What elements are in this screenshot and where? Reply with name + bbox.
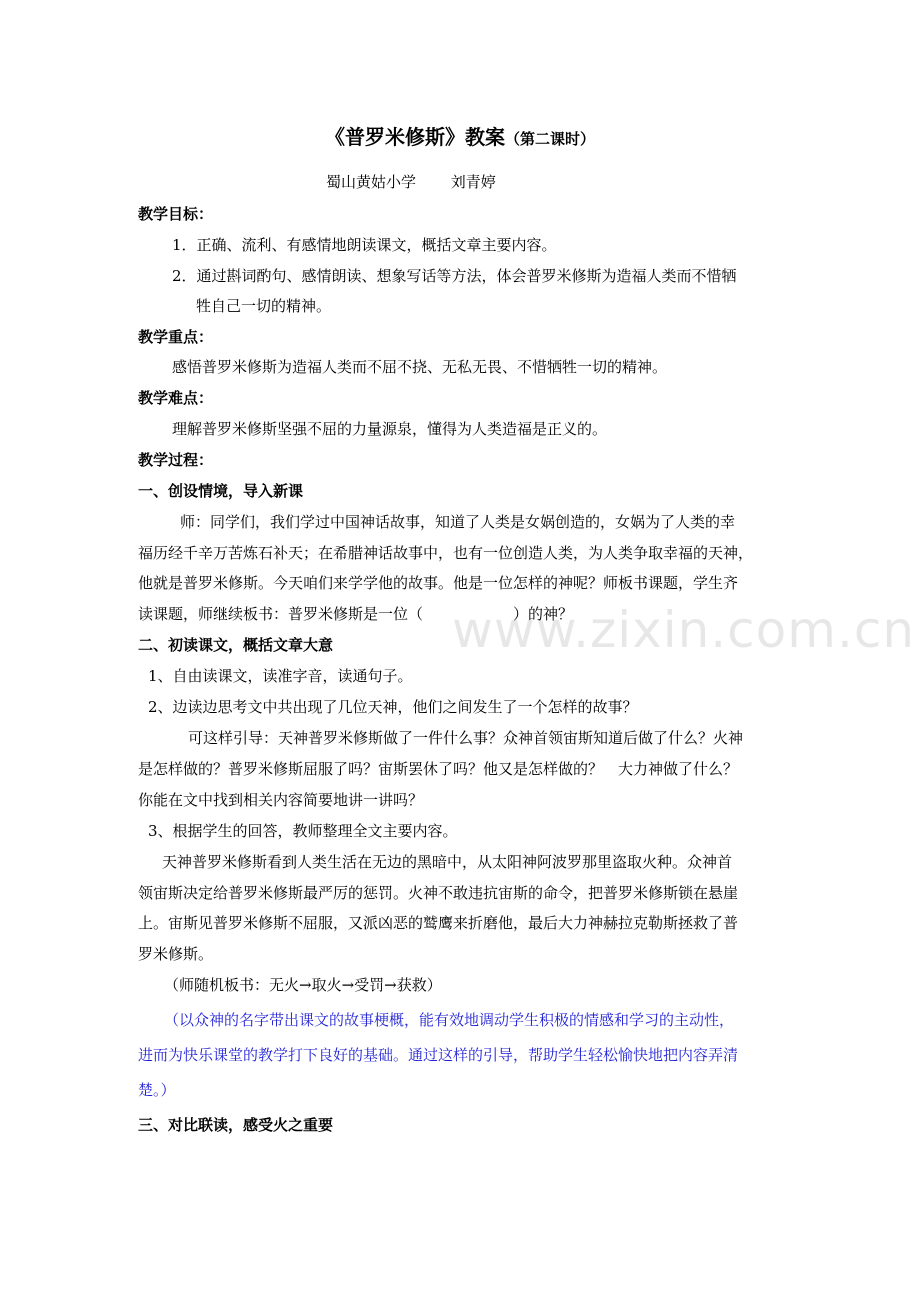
title-sub: （第二课时） — [504, 130, 595, 148]
section-2-step-2: 2、边读边思考文中共出现了几位天神，他们之间发生了一个怎样的故事？ — [148, 698, 638, 716]
objective-item-2-line-2: 牲自己一切的精神。 — [196, 297, 332, 315]
objective-item-1: 1．正确、流利、有感情地朗读课文，概括文章主要内容。 — [172, 236, 557, 254]
teaching-note-line: （以众神的名字带出课文的故事梗概，能有效地调动学生积极的情感和学习的主动性， — [164, 1011, 735, 1029]
section-2-guide-line: 你能在文中找到相关内容简要地讲一讲吗？ — [138, 791, 424, 809]
difficulties-heading: 教学难点： — [138, 389, 214, 407]
teaching-note-line: 进而为快乐课堂的教学打下良好的基础。通过这样的引导，帮助学生轻松愉快地把内容弄清 — [138, 1046, 739, 1064]
key-points-heading: 教学重点： — [138, 328, 214, 346]
section-2-guide-line: 可这样引导：天神普罗米修斯做了一件什么事？众神首领宙斯知道后做了什么？火神 — [188, 729, 744, 747]
difficulties-text: 理解普罗米修斯坚强不屈的力量源泉，懂得为人类造福是正义的。 — [172, 420, 608, 438]
teaching-note-line: 楚。） — [138, 1081, 176, 1099]
section-1-line: 师：同学们，我们学过中国神话故事，知道了人类是女娲创造的，女娲为了人类的幸 — [180, 513, 736, 531]
section-2-summary-line: 上。宙斯见普罗米修斯不屈服，又派凶恶的鹫鹰来折磨他，最后大力神赫拉克勒斯拯救了普 — [138, 914, 739, 932]
title-main: 《普罗米修斯》教案 — [324, 125, 505, 149]
section-2-step-3: 3、根据学生的回答，教师整理全文主要内容。 — [148, 822, 458, 840]
section-3-heading: 三、对比联读，感受火之重要 — [138, 1116, 334, 1134]
section-1-line: 读课题，师继续板书：普罗米修斯是一位（ ）的神？ — [138, 605, 574, 623]
watermark: www.zixin.com.cn — [452, 601, 916, 659]
key-points-text: 感悟普罗米修斯为造福人类而不屈不挠、无私无畏、不惜牺牲一切的精神。 — [172, 358, 668, 376]
section-1-heading: 一、创设情境，导入新课 — [138, 482, 304, 500]
process-heading: 教学过程： — [138, 451, 214, 469]
section-1-line: 福历经千辛万苦炼石补天；在希腊神话故事中，也有一位创造人类，为人类争取幸福的天神， — [138, 544, 754, 562]
objectives-heading: 教学目标： — [138, 205, 214, 223]
board-writing: （师随机板书：无火→取火→受罚→获救） — [164, 976, 442, 994]
section-1-line: 他就是普罗米修斯。今天咱们来学学他的故事。他是一位怎样的神呢？师板书课题，学生齐 — [138, 574, 739, 592]
section-2-summary-line: 领宙斯决定给普罗米修斯最严厉的惩罚。火神不敢违抗宙斯的命令，把普罗米修斯锁在悬崖 — [138, 884, 739, 902]
section-2-summary-line: 罗米修斯。 — [138, 945, 214, 963]
objective-item-2-line-1: 2．通过斟词酌句、感情朗读、想象写话等方法，体会普罗米修斯为造福人类而不惜牺 — [172, 267, 737, 285]
page-title — [0, 124, 920, 152]
section-2-heading: 二、初读课文，概括文章大意 — [138, 636, 334, 654]
section-2-guide-line: 是怎样做的？普罗米修斯屈服了吗？宙斯罢休了吗？他又是怎样做的？ 大力神做了什么？ — [138, 760, 739, 778]
section-2-step-1: 1、自由读课文，读准字音，读通句子。 — [148, 667, 413, 685]
section-2-summary-line: 天神普罗米修斯看到人类生活在无边的黑暗中，从太阳神阿波罗那里盗取火种。众神首 — [162, 853, 733, 871]
author-line: 蜀山黄姑小学 刘青婷 — [326, 173, 496, 191]
